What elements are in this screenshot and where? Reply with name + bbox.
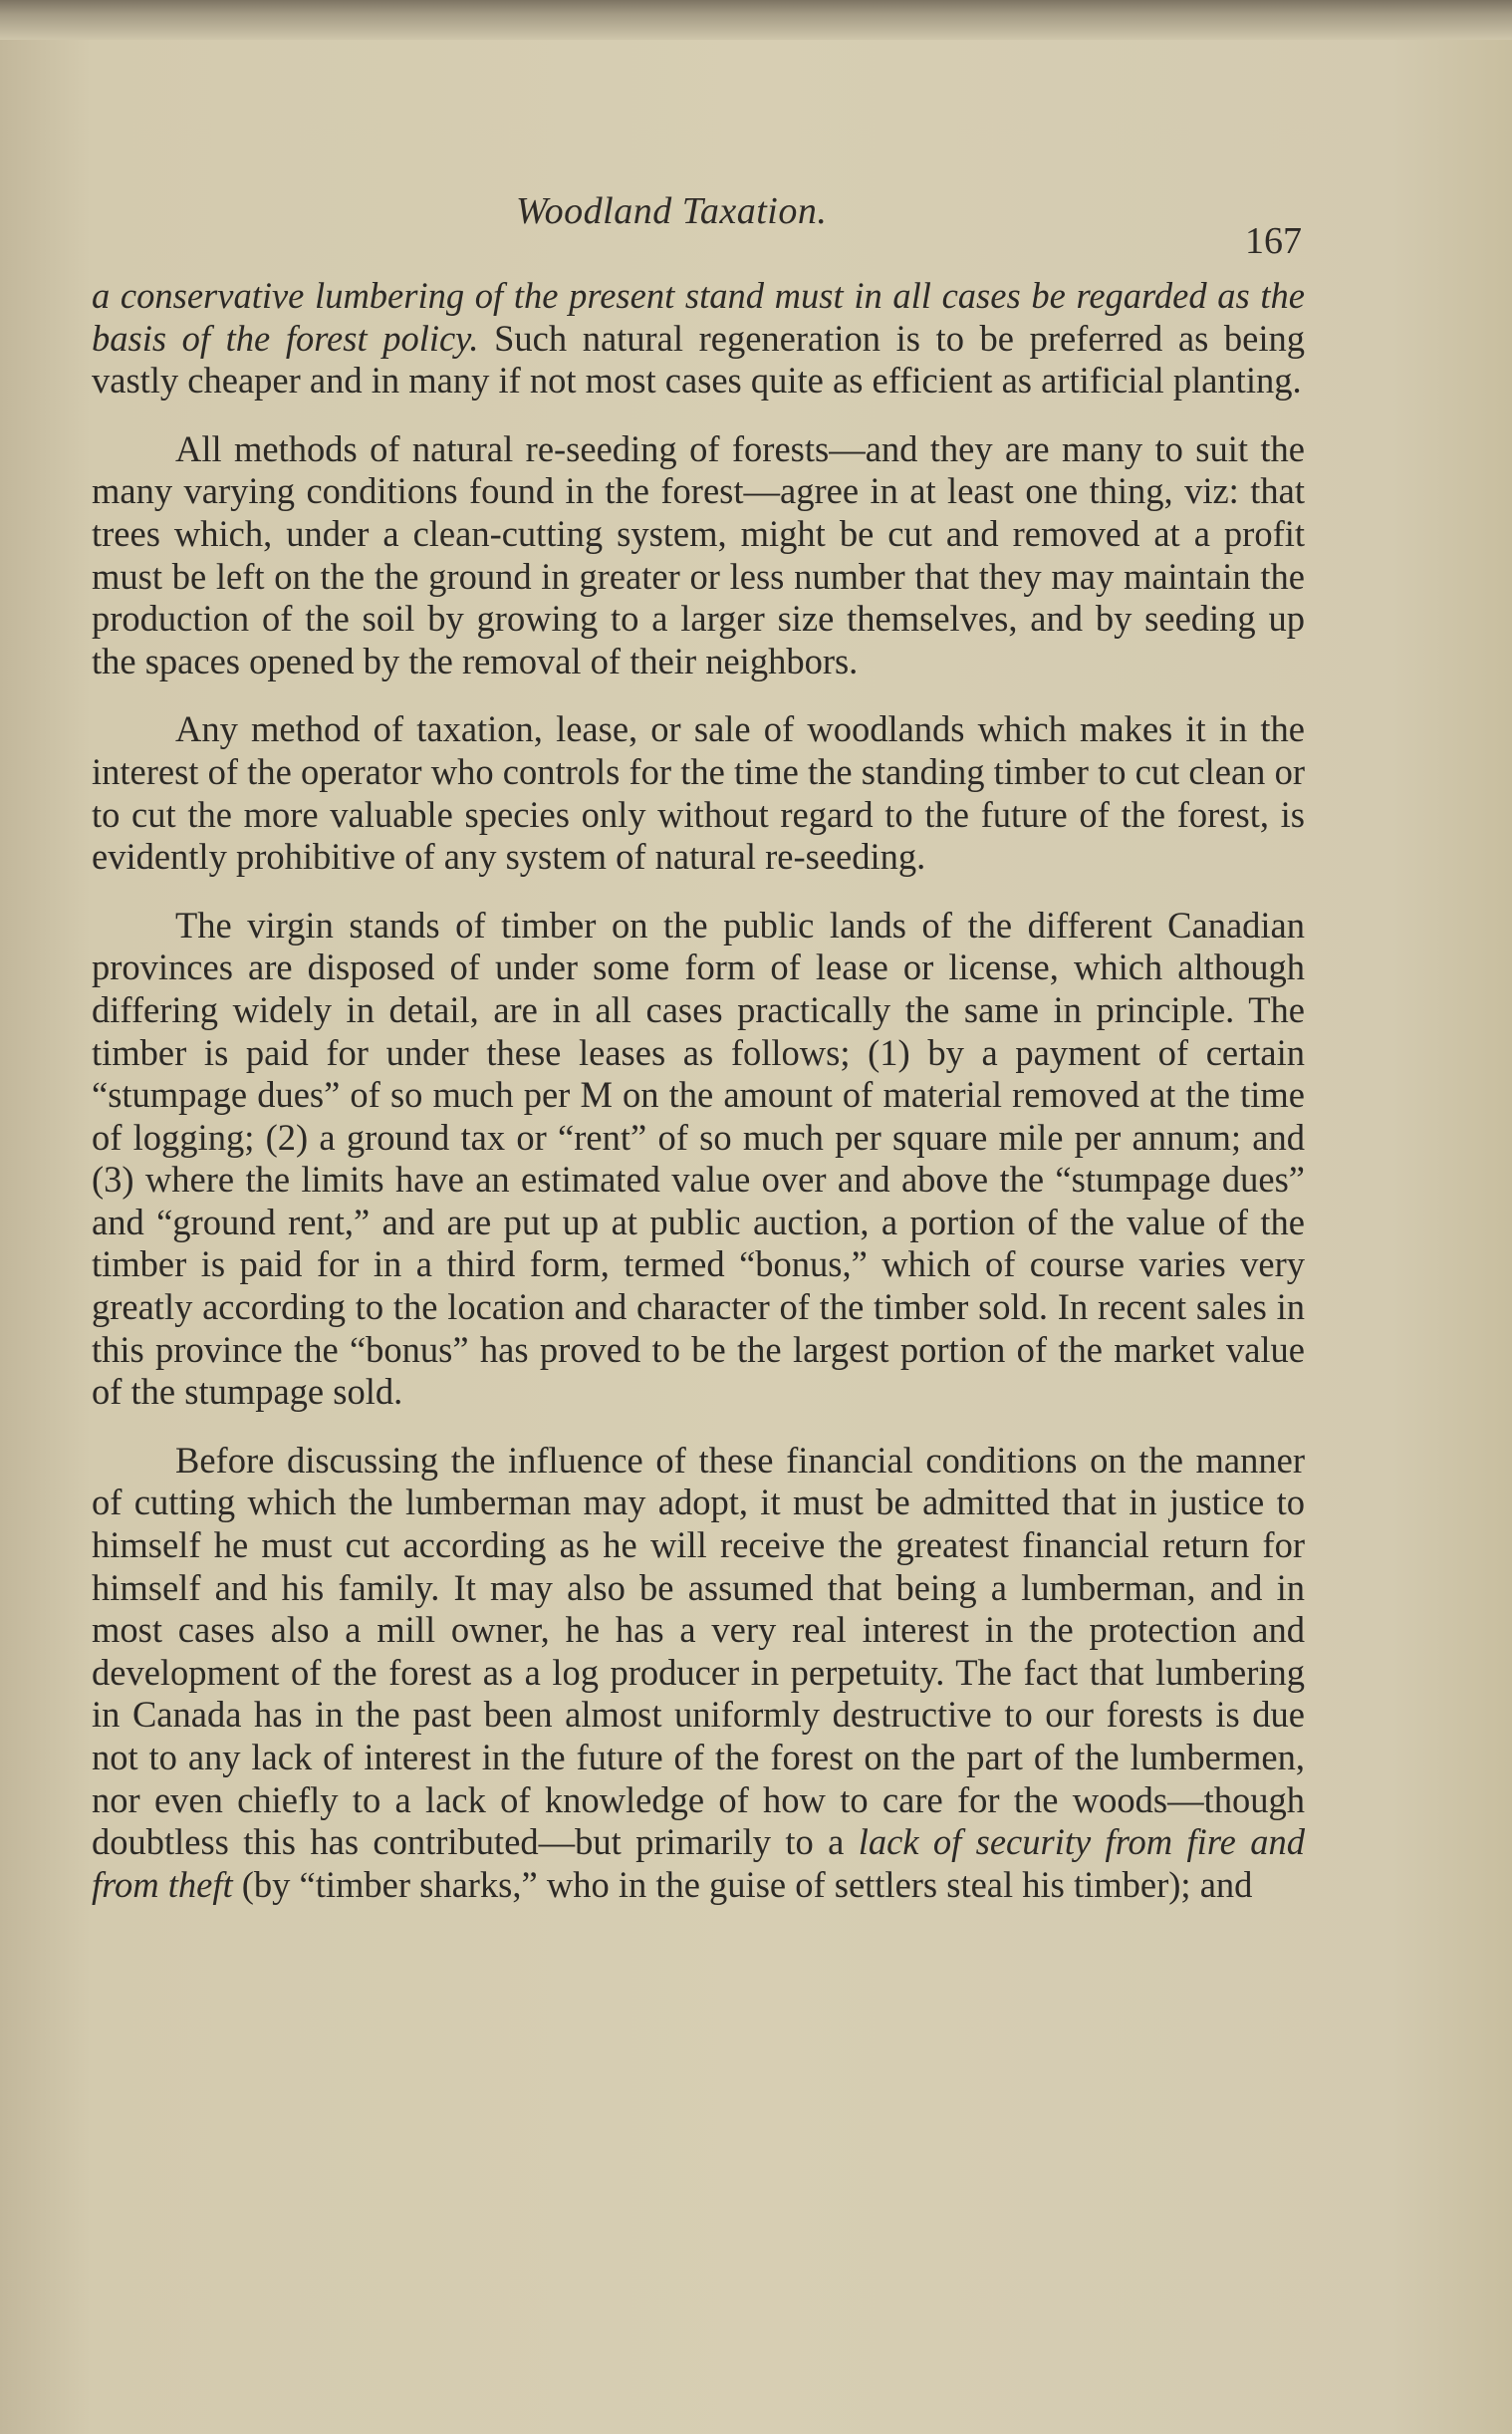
paragraph-text-italic: a conservative lumbering of the present stand must in all cases be regarded as the basis of the forest policy. <box>92 275 1305 359</box>
paragraph-text-italic: lack of security from fire and from theft <box>92 1821 1305 1905</box>
paragraph <box>92 905 1305 1414</box>
page-number: 167 <box>1245 220 1302 262</box>
paragraph-text: Such natural regeneration is to be preferred as being vastly cheaper and in many if not most cases quite as efficient as artificial planting. <box>92 317 1305 402</box>
paragraph-text: The virgin stands of timber on the public lands of the different Canadian provinces are disposed of under some form of lease or license, which although differing widely in detail, are in all cases practically the same in principle. The timber is paid for under these leases as follows; (1) by a payment of certain “stumpage dues” of so much per M on the amount of material removed at the time of logging; (2) a ground tax or “rent” of so much per square mile per annum; and (3) where the limits have an estimated value over and above the “stumpage dues” and “ground rent,” and are put up at public auction, a portion of the value of the timber is paid for in a third form, termed “bonus,” which of course varies very greatly according to the location and character of the timber sold. In recent sales in this province the “bonus” has proved to be the largest portion of the market value of the stumpage sold. <box>92 904 1305 1413</box>
paragraph <box>92 708 1305 878</box>
paragraph-text: (by “timber sharks,” who in the guise of settlers steal his timber); and <box>232 1863 1253 1905</box>
paragraph-text: Any method of taxation, lease, or sale of woodlands which makes it in the interest of the operator who controls for the time the standing timber to cut clean or to cut the more valuable species only without regard to the future of the forest, is evidently prohibitive of any system of natural re-seeding. <box>92 708 1305 878</box>
body-text <box>92 275 1305 1906</box>
paragraph <box>92 428 1305 683</box>
paragraph-text: All methods of natural re-seeding of forests—and they are many to suit the many varying conditions found in the forest—agree in at least one thing, viz: that trees which, under a clean-cutting system, might be cut and removed at a profit must be left on the the ground in greater or less number that they may maintain the production of the soil by growing to a larger size themselves, and by seeding up the spaces opened by the removal of their neighbors. <box>92 427 1305 681</box>
paragraph <box>92 275 1305 403</box>
paragraph <box>92 1440 1305 1907</box>
page-top-edge <box>0 0 1512 40</box>
paragraph-text: Before discussing the influence of these financial conditions on the manner of cutting which the lumberman may adopt, it must be admitted that in justice to himself he must cut according as he will receive the greatest financial return for himself and his family. It may also be assumed that being a lumberman, and in most cases also a mill owner, he has a very real interest in the protection and development of the forest as a log producer in perpetuity. The fact that lumbering in Canada has in the past been almost uniformly destructive to our forests is due not to any lack of interest in the future of the forest on the part of the lumbermen, nor even chiefly to a lack of knowledge of how to care for the woods—though doubtless this has contributed—but primarily to a <box>92 1439 1305 1863</box>
page-header <box>0 189 1512 262</box>
running-title: Woodland Taxation. <box>516 190 828 232</box>
